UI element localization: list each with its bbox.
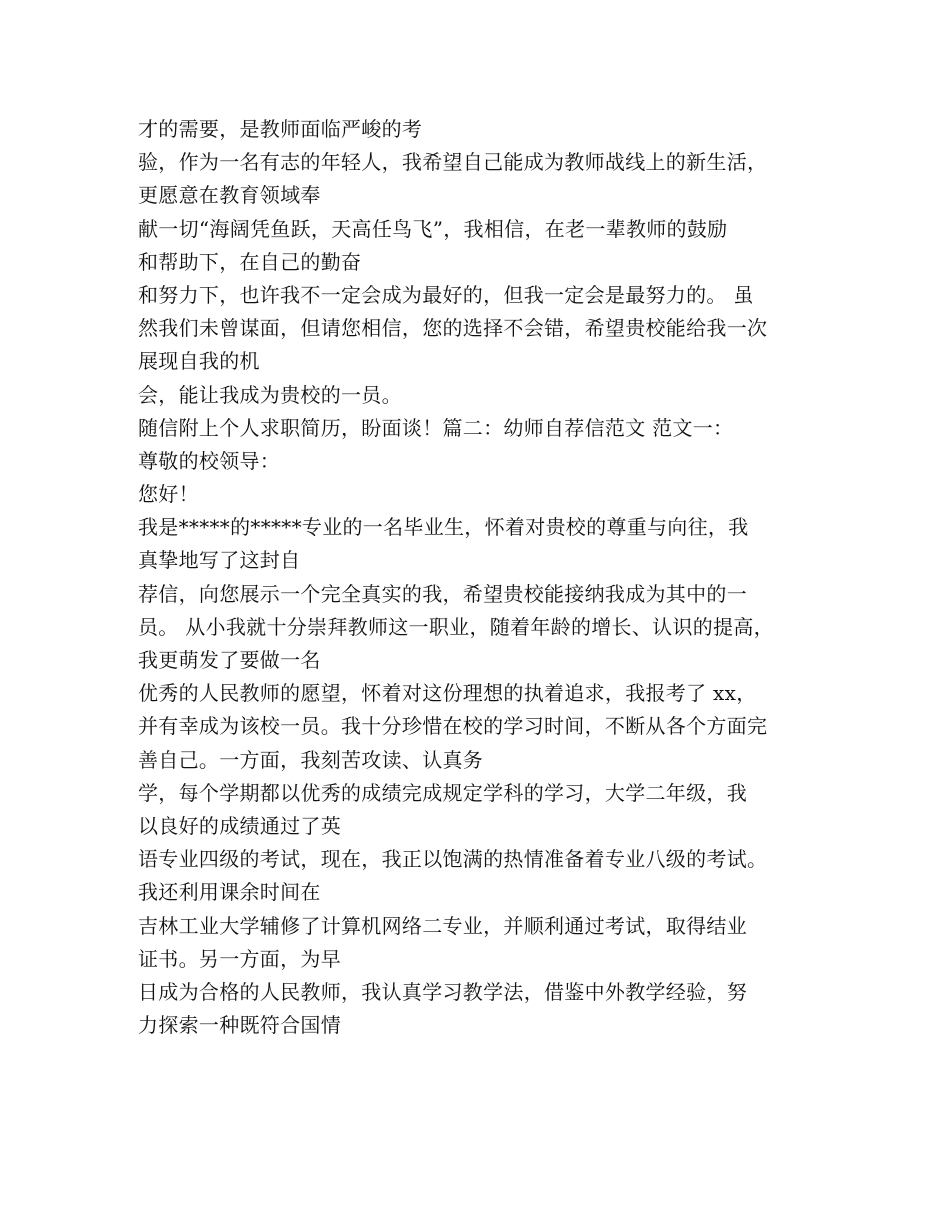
text-line: 会，能让我成为贵校的一员。	[138, 382, 402, 407]
text-line: 您好！	[138, 482, 199, 507]
text-line: 才的需要，是教师面临严峻的考	[138, 117, 423, 141]
text-line: 献一切“海阔凭鱼跃，天高任鸟飞”，我相信，在老一辈教师的鼓励	[138, 216, 728, 241]
text-line: 和帮助下，在自己的勤奋	[138, 249, 362, 274]
text-line: 证书。另一方面，为早	[138, 946, 341, 971]
text-line: 语专业四级的考试，现在，我正以饱满的热情准备着专业八级的考试。	[138, 847, 768, 872]
text-line: 吉林工业大学辅修了计算机网络二专业，并顺利通过考试，取得结业	[138, 913, 747, 938]
text-line: 我是*****的*****专业的一名毕业生，怀着对贵校的尊重与向往，我	[138, 515, 749, 540]
text-line: 更愿意在教育领域奉	[138, 183, 321, 208]
text-line: 尊敬的校领导：	[138, 448, 281, 473]
text-line: 验，作为一名有志的年轻人，我希望自己能成为教师战线上的新生活，	[138, 150, 768, 175]
text-line: 展现自我的机	[138, 349, 260, 374]
text-line: 善自己。一方面，我刻苦攻读、认真务	[138, 747, 484, 772]
text-line: 员。 从小我就十分崇拜教师这一职业，随着年龄的增长、认识的提高，	[138, 614, 774, 639]
text-line: 荐信，向您展示一个完全真实的我，希望贵校能接纳我成为其中的一	[138, 581, 747, 606]
text-line: 我更萌发了要做一名	[138, 648, 321, 672]
text-line: 和努力下，也许我不一定会成为最好的，但我一定会是最努力的。 虽	[138, 282, 754, 307]
text-line: 真挚地写了这封自	[138, 548, 301, 573]
text-line: 并有幸成为该校一员。我十分珍惜在校的学习时间，不断从各个方面完	[138, 714, 768, 739]
text-line: 然我们未曾谋面，但请您相信，您的选择不会错，希望贵校能给我一次	[138, 316, 768, 341]
text-line: 学，每个学期都以优秀的成绩完成规定学科的学习，大学二年级，我	[138, 780, 747, 805]
text-line: 力探索一种既符合国情	[138, 1013, 341, 1038]
text-line: 日成为合格的人民教师，我认真学习教学法，借鉴中外教学经验，努	[138, 979, 747, 1004]
text-line: 随信附上个人求职简历，盼面谈！篇二：幼师自荐信范文 范文一：	[138, 415, 734, 440]
letter-body	[138, 113, 828, 1042]
text-line: 以良好的成绩通过了英	[138, 813, 341, 838]
text-line: 我还利用课余时间在	[138, 880, 321, 905]
text-line: 优秀的人民教师的愿望，怀着对这份理想的执着追求，我报考了 xx，	[138, 681, 757, 706]
